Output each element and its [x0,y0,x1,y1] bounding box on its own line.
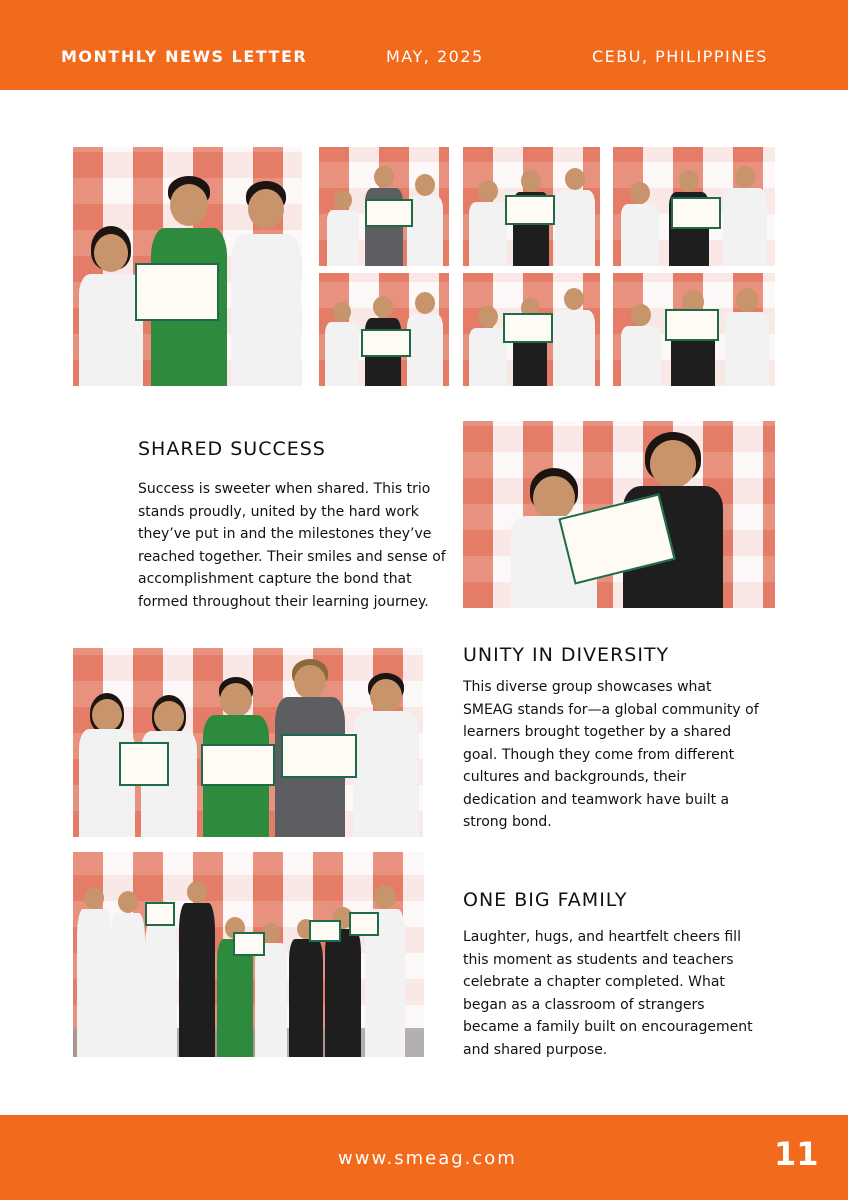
photo-grid-5 [463,273,600,386]
text-line: Success is sweeter when shared. This trio [138,481,431,497]
text-line: this moment as students and teachers [463,951,734,968]
text-line: goal. Though they come from different [463,746,735,763]
person [231,181,301,386]
text-line: stands proudly, united by the hard work [138,503,419,520]
text-line: learners brought together by a shared [463,724,732,740]
text-line: began as a classroom of strangers [463,996,705,1013]
text-line: Laughter, hugs, and heartfelt cheers fill [463,929,741,945]
text-line: celebrate a chapter completed. What [463,974,725,990]
text-line: strong bond. [463,814,552,830]
newsletter-title: MONTHLY NEWS LETTER [61,47,308,66]
footer-bar [0,1115,848,1200]
photo-duo-celebrating [463,421,775,608]
section-title-one-big-family: ONE BIG FAMILY [463,889,628,911]
header-bar [0,0,848,90]
certificate [135,263,219,321]
photo-grid-2 [463,147,600,266]
text-line: reached together. Their smiles and sense of [138,548,446,565]
website-link[interactable]: www.smeag.com [338,1148,517,1169]
photo-grid-1 [319,147,449,266]
text-line: became a family built on encouragement [463,1019,753,1035]
photo-trio-main [73,147,302,386]
section-body-shared-success [138,478,458,613]
photo-grid-6 [613,273,775,386]
person [79,226,143,386]
text-line: This diverse group showcases what [463,679,712,695]
issue-date: MAY, 2025 [386,47,484,66]
text-line: dedication and teamwork have built a [463,791,730,808]
section-body-unity-in-diversity [463,676,783,834]
section-title-unity-in-diversity: UNITY IN DIVERSITY [463,644,670,666]
page-number: 11 [774,1135,819,1173]
photo-grid-3 [613,147,775,266]
text-line: formed throughout their learning journey. [138,593,429,610]
photo-grid-4 [319,273,449,386]
text-line: accomplishment capture the bond that [138,571,412,587]
section-body-one-big-family [463,926,783,1061]
text-line: SMEAG stands for—a global community of [463,701,759,718]
text-line: and shared purpose. [463,1041,608,1058]
photo-group-unity [73,648,423,837]
text-line: they’ve put in and the milestones they’ve [138,526,432,542]
location: CEBU, PHILIPPINES [592,47,768,66]
photo-group-family [73,852,424,1057]
section-title-shared-success: SHARED SUCCESS [138,438,326,460]
text-line: cultures and backgrounds, their [463,769,687,785]
